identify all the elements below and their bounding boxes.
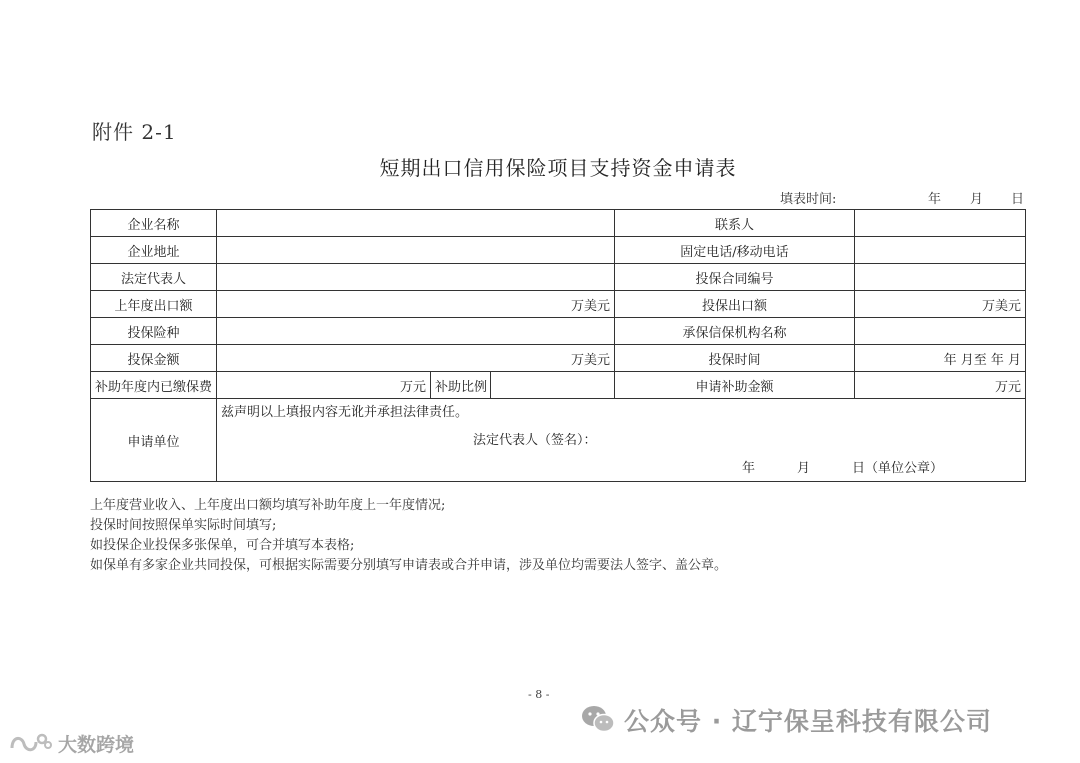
table-row: [91, 345, 1026, 372]
insured-amount-field[interactable]: 万美元: [217, 345, 615, 372]
requested-subsidy-field[interactable]: 万元: [855, 372, 1026, 399]
company-address-field[interactable]: [217, 237, 615, 264]
notes: [90, 496, 727, 576]
last-year-export-label: 上年度出口额: [91, 291, 217, 318]
last-year-export-field[interactable]: 万美元: [217, 291, 615, 318]
premium-paid-label: 补助年度内已缴保费: [91, 372, 217, 399]
applicant-label: 申请单位: [91, 399, 217, 482]
watermark-brand-text: 大数跨境: [58, 734, 135, 756]
insured-export-label: 投保出口额: [615, 291, 855, 318]
insured-amount-label: 投保金额: [91, 345, 217, 372]
wechat-icon: [580, 704, 616, 734]
legal-rep-label: 法定代表人: [91, 264, 217, 291]
insured-export-field[interactable]: 万美元: [855, 291, 1026, 318]
contract-number-label: 投保合同编号: [615, 264, 855, 291]
application-form-table: [90, 209, 1026, 482]
contact-field[interactable]: [855, 210, 1026, 237]
seal-month: 月: [797, 461, 811, 476]
brand-logo-icon: [8, 730, 52, 756]
declaration-text: 兹声明以上填报内容无讹并承担法律责任。: [221, 405, 469, 420]
note-item: 如保单有多家企业共同投保，可根据实际需要分别填写申请表或合并申请，涉及单位均需要法人签字、盖公章。: [90, 558, 728, 573]
attachment-label: 附件 2-1: [92, 120, 177, 144]
fill-date-label: 填表时间:: [780, 192, 837, 207]
contract-number-field[interactable]: [855, 264, 1026, 291]
signature-line[interactable]: 法定代表人（签名）：: [473, 433, 597, 448]
table-row: [91, 210, 1026, 237]
table-row: [91, 399, 1026, 482]
contact-label: 联系人: [615, 210, 855, 237]
fill-date-day: 日: [1011, 192, 1025, 207]
insurer-name-field[interactable]: [855, 318, 1026, 345]
table-row: [91, 291, 1026, 318]
seal-year: 年: [742, 461, 756, 476]
insurance-period-label: 投保时间: [615, 345, 855, 372]
form-title: 短期出口信用保险项目支持资金申请表: [379, 156, 737, 180]
fill-date-year: 年: [928, 192, 942, 207]
insurance-period-field[interactable]: 年 月至 年 月: [855, 345, 1026, 372]
phone-label: 固定电话/移动电话: [615, 237, 855, 264]
table-row: [91, 372, 1026, 399]
watermark-text: 公众号 · 辽宁保呈科技有限公司: [624, 707, 992, 736]
phone-field[interactable]: [855, 237, 1026, 264]
note-item: 如投保企业投保多张保单，可合并填写本表格;: [90, 538, 355, 553]
insurance-type-field[interactable]: [217, 318, 615, 345]
company-name-label: 企业名称: [91, 210, 217, 237]
fill-date-month: 月: [970, 192, 984, 207]
requested-subsidy-label: 申请补助金额: [615, 372, 855, 399]
page-number: - 8 -: [528, 688, 550, 701]
table-row: [91, 264, 1026, 291]
company-address-label: 企业地址: [91, 237, 217, 264]
table-row: [91, 318, 1026, 345]
insurance-type-label: 投保险种: [91, 318, 217, 345]
insurer-name-label: 承保信保机构名称: [615, 318, 855, 345]
company-name-field[interactable]: [217, 210, 615, 237]
note-item: 投保时间按照保单实际时间填写;: [90, 518, 277, 533]
legal-rep-field[interactable]: [217, 264, 615, 291]
subsidy-ratio-field[interactable]: [491, 372, 615, 399]
premium-paid-field[interactable]: 万元: [217, 372, 431, 399]
table-row: [91, 237, 1026, 264]
note-item: 上年度营业收入、上年度出口额均填写补助年度上一年度情况;: [90, 498, 446, 513]
applicant-declaration-cell: [217, 399, 1026, 482]
seal-day: 日（单位公章）: [852, 461, 944, 476]
subsidy-ratio-label: 补助比例: [431, 372, 491, 399]
